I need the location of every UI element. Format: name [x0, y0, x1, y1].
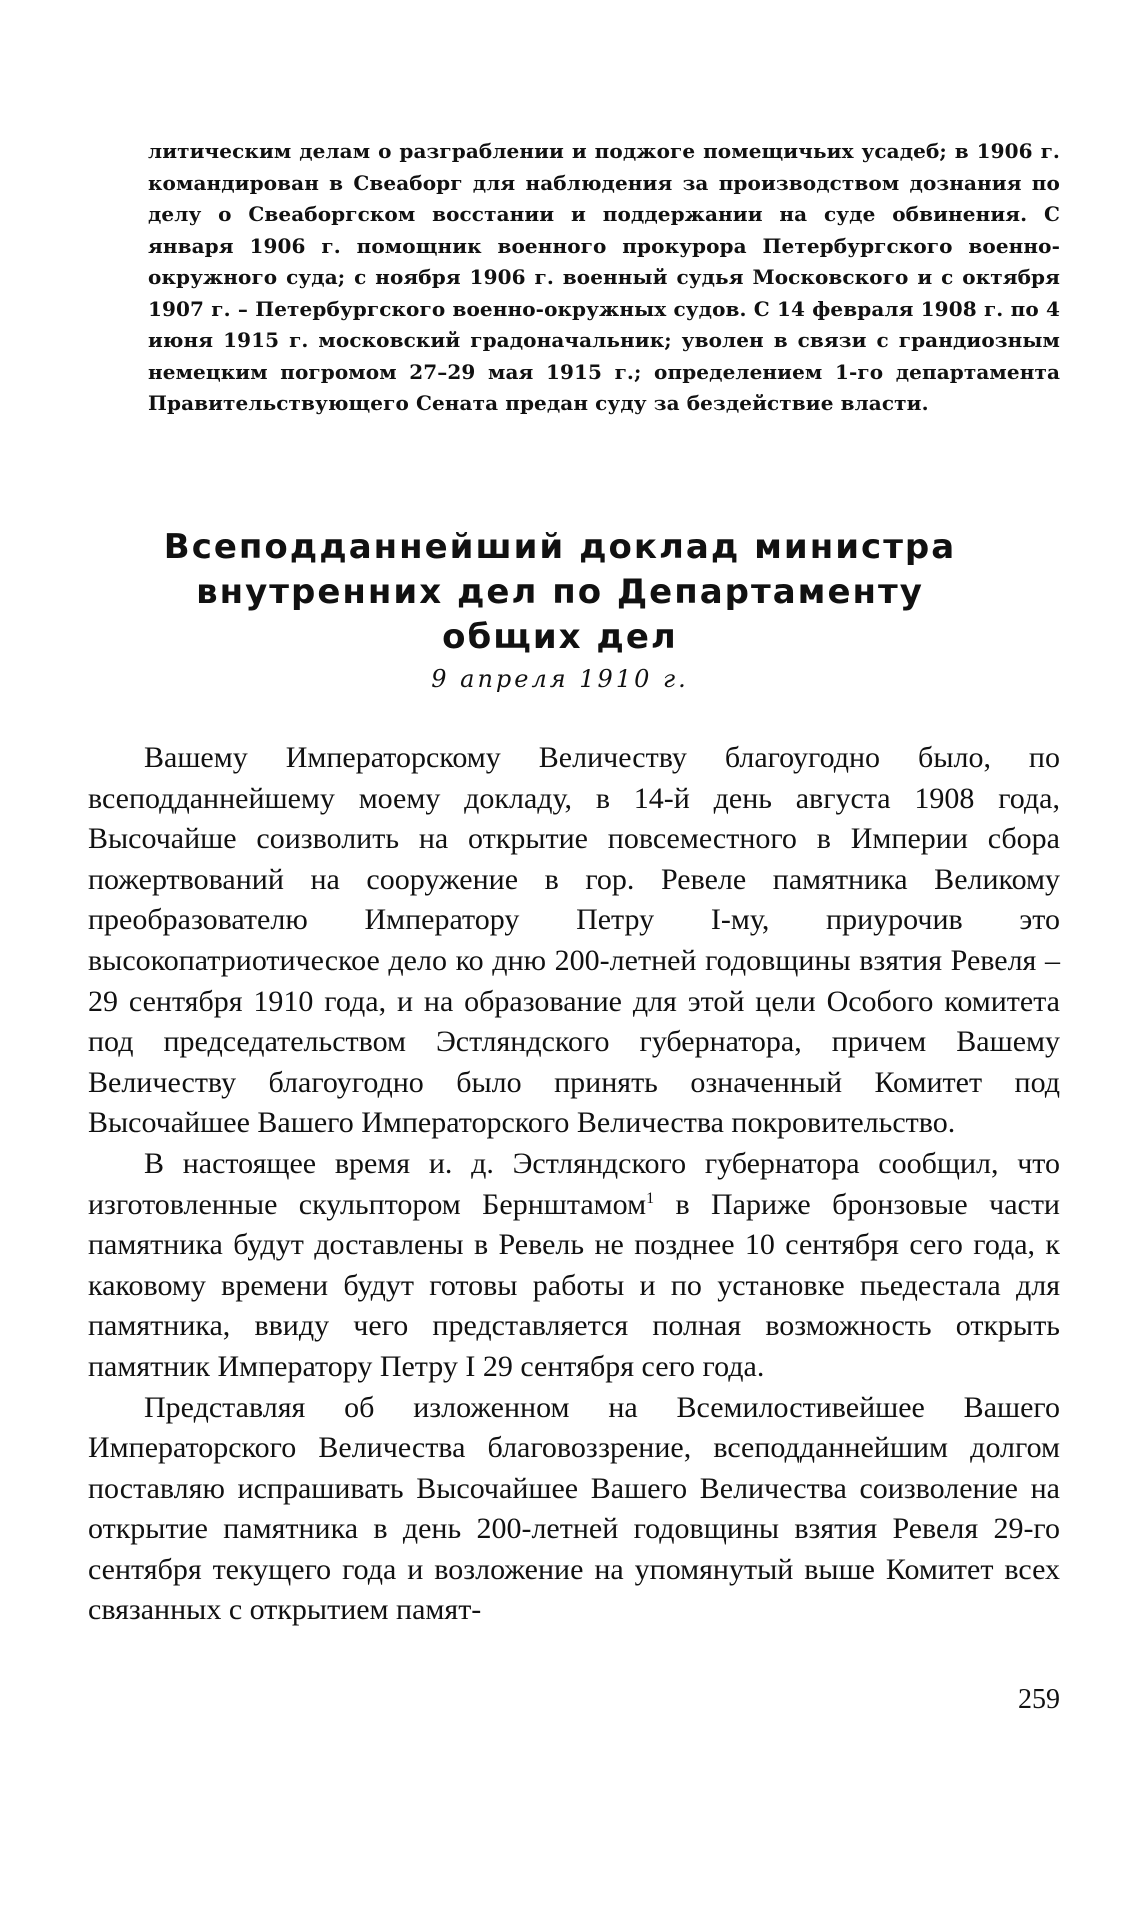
main-text [88, 738, 1060, 1631]
paragraph-2 [88, 1144, 1060, 1388]
document-date: 9 апреля 1910 г. [431, 665, 689, 693]
title-line-1: Всеподданнейший доклад министра [163, 527, 957, 567]
paragraph-3: Представляя об изложенном на Всемилостивейшее Вашего Императорского Величества благовоззрение, всеподданнейшим долгом поставляю испрашивать Высочайшее Вашего Величества соизволение на открытие памятника в день 200-летней годовщины взятия Ревеля 29-го сентября текущего года и возложение на упомянутый выше Комитет всех связанных с открытием памят- [88, 1390, 1060, 1627]
title-line-3: общих дел [442, 617, 678, 657]
paragraph-1: Вашему Императорскому Величеству благоугодно было, по всеподданнейшему моему докладу, в 14-й день августа 1908 года, Высочайше соизволить на открытие повсеместного в Империи сбора пожертвований на сооружение в гор. Ревеле памятника Великому преобразователю Императору Петру I-му, приурочив это высокопатриотическое дело ко дню 200-летней годовщины взятия Ревеля – 29 сентября 1910 года, и на образование для этой цели Особого комитета под председательством Эстляндского губернатора, причем Вашему Величеству благоугодно было принять означенный Комитет под Высочайшее Вашего Императорского Величества покровительство. [88, 741, 1060, 1140]
paragraph-2-start: В настоящее время и. д. Эстляндского губернатора сообщил, что изготовленные скульптором Бернштамом [88, 1146, 1060, 1221]
footnote-marker: 1 [646, 1189, 655, 1207]
document-title [120, 525, 1000, 660]
paragraph-2-end: в Париже бронзовые части памятника будут доставлены в Ревель не позднее 10 сентября сего года, к каковому времени будут готовы работы и по установке пьедестала для памятника, ввиду чего представляется полная возможность открыть памятник Императору Петру I 29 сентября сего года. [88, 1187, 1060, 1383]
footnote-text: литическим делам о разграблении и поджоге помещичьих усадеб; в 1906 г. командирован в Свеаборг для наблюдения за производством дознания по делу о Свеаборгском восстании и поддержании на суде обвинения. С января 1906 г. помощник военного прокурора Петербургского военно-окружного суда; с ноября 1906 г. военный судья Московского и с октября 1907 г. – Петербургского военно-окружных судов. С 14 февраля 1908 г. по 4 июня 1915 г. московский градоначальник; уволен в связи с грандиозным немецким погромом 27–29 мая 1915 г.; определением 1-го департамента Правительствующего Сената предан суду за бездействие власти. [148, 139, 1060, 415]
page-number: 259 [1018, 1684, 1060, 1715]
footnote-block [148, 136, 1060, 420]
title-line-2: внутренних дел по Департаменту [196, 572, 924, 612]
